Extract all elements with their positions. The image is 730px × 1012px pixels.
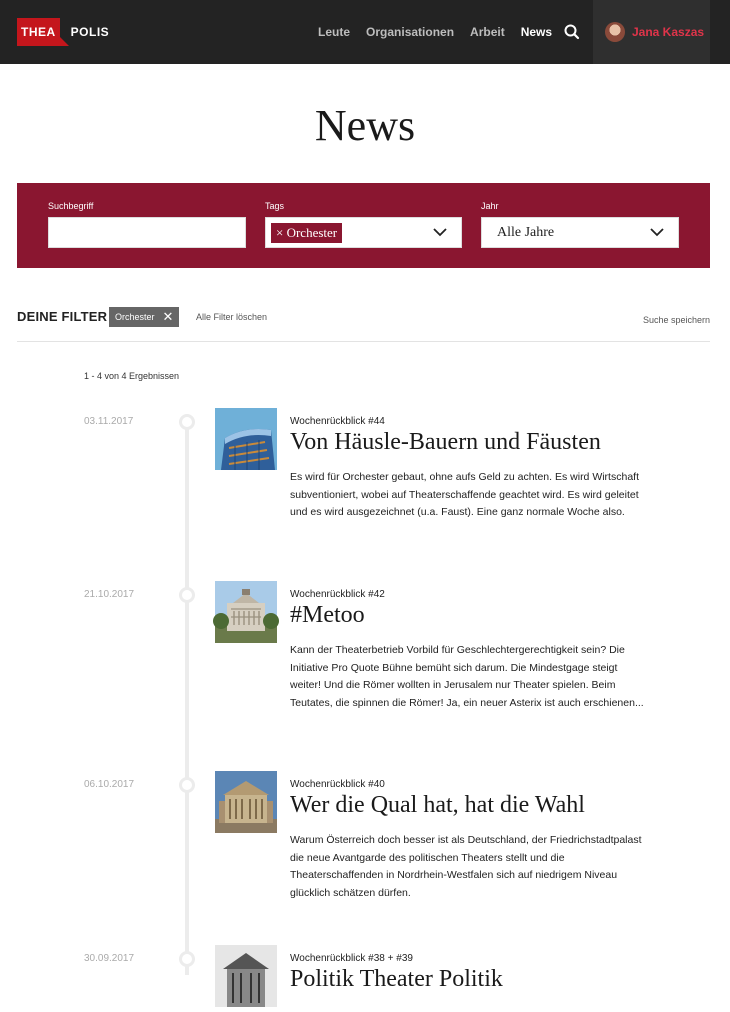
entry-title-link[interactable]: #Metoo bbox=[290, 602, 365, 628]
entry-kicker: Wochenrückblick #42 bbox=[290, 589, 385, 600]
entry-teaser: Kann der Theaterbetrieb Vorbild für Geschlechtergerechtigkeit sein? Die Initiative Pro Quote Bühne bemüht sich darum. Die Mindestgage steigt weiter! Und die Römer wollten in Jerusalem nur Theater spielen. Beim Teutates, die spinnen die Römer! Ja, ein neuer Asterix ist auch erschienen... bbox=[290, 644, 644, 709]
avatar bbox=[605, 22, 625, 42]
year-label: Jahr bbox=[481, 201, 499, 211]
selected-tag-chip[interactable] bbox=[271, 223, 342, 243]
logo-mark: THEA bbox=[17, 18, 60, 46]
active-filter-chip[interactable] bbox=[109, 307, 179, 327]
nav-link-organisationen[interactable]: Organisationen bbox=[366, 25, 455, 39]
entry-teaser: Es wird für Orchester gebaut, ohne aufs Geld zu achten. Es wird Wirtschaft subventioniert, wobei auf Theaterschaffende geachtet wird. Es wird geleitet und es wird ausgezeichnet (u.a. Faust). Eine ganz normale Woche also. bbox=[290, 471, 639, 519]
top-navigation-bar bbox=[0, 0, 730, 64]
logo-text: POLIS bbox=[70, 25, 110, 39]
timeline-dot bbox=[179, 414, 195, 430]
chevron-down-icon bbox=[433, 225, 447, 239]
result-count: 1 - 4 von 4 Ergebnissen bbox=[84, 371, 180, 381]
divider bbox=[17, 341, 710, 342]
entry-thumbnail[interactable] bbox=[215, 581, 277, 643]
active-filter-label: Orchester bbox=[115, 312, 155, 322]
save-search-link[interactable]: Suche speichern bbox=[642, 315, 710, 325]
search-icon[interactable] bbox=[562, 22, 582, 42]
entry-thumbnail[interactable] bbox=[215, 945, 277, 1007]
entry-thumbnail[interactable] bbox=[215, 771, 277, 833]
entry-thumbnail[interactable] bbox=[215, 408, 277, 470]
entry-kicker: Wochenrückblick #44 bbox=[290, 416, 385, 427]
active-filters-title: DEINE FILTER bbox=[17, 309, 108, 324]
entry-date: 30.09.2017 bbox=[84, 953, 135, 964]
timeline-line bbox=[185, 415, 189, 975]
entry-kicker: Wochenrückblick #40 bbox=[290, 779, 385, 790]
theapolis-logo[interactable] bbox=[17, 18, 109, 46]
close-icon[interactable]: ✕ bbox=[162, 309, 174, 324]
entry-kicker: Wochenrückblick #38 + #39 bbox=[290, 953, 413, 964]
remove-tag-icon[interactable]: × bbox=[276, 225, 284, 240]
entry-title-link[interactable]: Wer die Qual hat, hat die Wahl bbox=[290, 792, 585, 818]
user-name: Jana Kaszas bbox=[632, 25, 705, 39]
tags-select[interactable] bbox=[265, 217, 462, 248]
chevron-down-icon bbox=[650, 225, 664, 239]
entry-title-link[interactable]: Politik Theater Politik bbox=[290, 966, 503, 992]
tags-label: Tags bbox=[265, 201, 285, 211]
active-filters-row bbox=[17, 307, 710, 327]
user-menu[interactable] bbox=[593, 0, 710, 64]
entry-teaser: Warum Österreich doch besser ist als Deutschland, der Friedrichstadtpalast die neue Avantgarde des politischen Theaters stellt und die Theaterschaffenden in Nordrhein-Westfalen sich auf niedrigem Niveau glücklich schätzen dürfen. bbox=[290, 834, 642, 899]
nav-link-news[interactable]: News bbox=[520, 25, 553, 39]
year-select[interactable] bbox=[481, 217, 679, 248]
search-term-label: Suchbegriff bbox=[48, 201, 94, 211]
nav-link-leute[interactable]: Leute bbox=[318, 25, 351, 39]
year-select-value: Alle Jahre bbox=[497, 225, 555, 240]
search-term-input[interactable] bbox=[48, 217, 246, 248]
selected-tag-label: Orchester bbox=[286, 225, 338, 240]
filter-panel bbox=[17, 183, 710, 268]
timeline-dot bbox=[179, 951, 195, 967]
entry-title-link[interactable]: Von Häusle-Bauern und Fäusten bbox=[290, 429, 601, 455]
nav-link-arbeit[interactable]: Arbeit bbox=[470, 25, 505, 39]
entry-date: 03.11.2017 bbox=[84, 416, 134, 427]
timeline-dot bbox=[179, 587, 195, 603]
main-nav bbox=[318, 0, 568, 64]
timeline-dot bbox=[179, 777, 195, 793]
entry-date: 21.10.2017 bbox=[84, 589, 135, 600]
clear-filters-link[interactable]: Alle Filter löschen bbox=[196, 312, 268, 322]
page-title: News bbox=[314, 101, 416, 150]
entry-date: 06.10.2017 bbox=[84, 779, 135, 790]
